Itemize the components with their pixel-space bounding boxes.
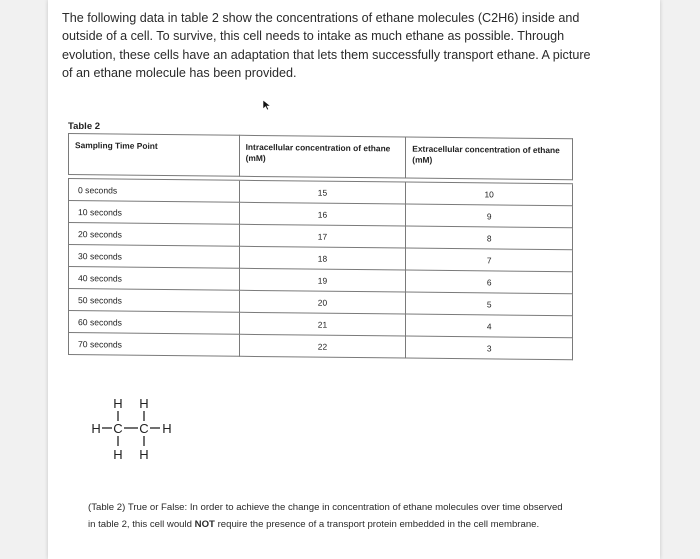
time-cell: 40 seconds	[69, 267, 240, 291]
intracellular-cell: 19	[239, 268, 406, 292]
question-text	[88, 500, 568, 533]
time-cell: 10 seconds	[69, 201, 240, 225]
time-cell: 50 seconds	[69, 289, 240, 313]
atom-h-top-right: H	[139, 396, 149, 411]
question-prefix: (Table 2) True or False: In order to achieve the change in concentration of ethane molecules over time observed in table 2, this cell would	[88, 502, 563, 530]
extracellular-cell: 8	[406, 226, 573, 250]
header-intracellular: Intracellular concentration of ethane (mM)	[239, 135, 406, 178]
atom-c-right: C	[139, 421, 149, 436]
time-cell: 70 seconds	[69, 333, 240, 357]
extracellular-cell: 4	[406, 314, 573, 338]
atom-h-top-left: H	[113, 396, 123, 411]
table-container	[68, 133, 573, 354]
time-cell: 20 seconds	[69, 223, 240, 247]
intracellular-cell: 17	[239, 224, 406, 248]
table-row	[69, 333, 573, 360]
ethane-molecule-diagram	[92, 393, 192, 463]
atom-h-bottom-right: H	[139, 447, 149, 462]
intracellular-cell: 20	[239, 290, 406, 314]
extracellular-cell: 5	[406, 292, 573, 316]
time-cell: 0 seconds	[69, 179, 240, 203]
extracellular-cell: 7	[406, 248, 573, 272]
table-caption: Table 2	[68, 121, 101, 132]
question-emphasis: NOT	[194, 518, 215, 530]
atom-h-right: H	[162, 421, 172, 436]
header-time-point: Sampling Time Point	[69, 134, 240, 177]
extracellular-cell: 9	[406, 204, 573, 228]
intracellular-cell: 21	[239, 312, 406, 336]
atom-h-bottom-left: H	[113, 447, 123, 462]
ethane-concentration-table	[68, 133, 573, 360]
header-extracellular: Extracellular concentration of ethane (mM)	[406, 137, 573, 180]
intro-paragraph: The following data in table 2 show the concentrations of ethane molecules (C2H6) inside and outside of a cell. To survive, this cell needs to intake as much ethane as possible. Through evolution, these cells have an adaptation that lets them successfully transport ethane. A picture of an ethane molecule has been provided.	[62, 11, 591, 81]
atom-h-left: H	[92, 421, 101, 436]
question-suffix: require the presence of a transport protein embedded in the cell membrane.	[214, 518, 540, 530]
intracellular-cell: 15	[239, 180, 406, 204]
time-cell: 60 seconds	[69, 311, 240, 335]
extracellular-cell: 10	[406, 182, 573, 206]
table-header-row	[69, 134, 573, 180]
atom-c-left: C	[113, 421, 123, 436]
extracellular-cell: 6	[406, 270, 573, 294]
intracellular-cell: 18	[239, 246, 406, 270]
extracellular-cell: 3	[406, 336, 573, 360]
time-cell: 30 seconds	[69, 245, 240, 269]
intracellular-cell: 16	[239, 202, 406, 226]
intracellular-cell: 22	[239, 334, 406, 358]
